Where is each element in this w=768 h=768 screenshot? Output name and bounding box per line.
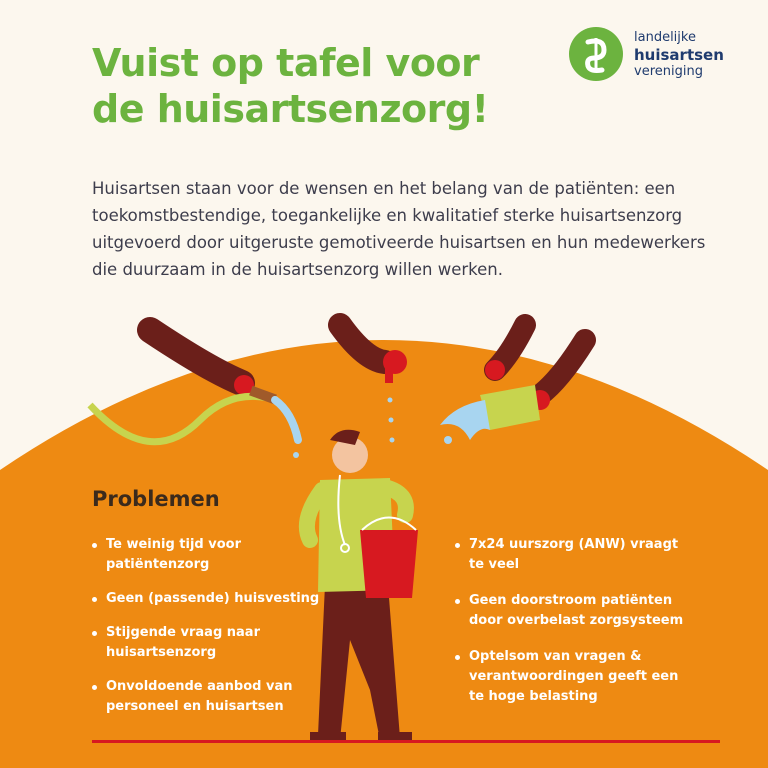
title-line-2: de huisartsenzorg! [92,87,489,131]
logo-line-2: huisartsen [634,46,724,64]
logo-line-1: landelijke [634,30,696,45]
list-item: 7x24 uurszorg (ANW) vraagt te veel [455,535,695,575]
list-item: Onvoldoende aanbod van personeel en huisartsen [92,677,322,717]
list-item: Geen doorstroom patiënten door overbelast zorgsysteem [455,591,695,631]
problems-heading: Problemen [92,487,220,511]
list-item: Geen (passende) huisvesting [92,589,322,609]
problems-list-left [92,535,322,731]
page-title [92,40,488,132]
intro-paragraph: Huisartsen staan voor de wensen en het belang van de patiënten: een toekomstbestendige, toegankelijke en kwalitatief sterke huisartsenzorg uitgevoerd door uitgeruste gemotiveerde huisartsen en hun medewerkers die duurzaam in de huisartsenzorg willen werken. [92,179,706,279]
logo-line-3: vereniging [634,64,703,79]
list-item: Stijgende vraag naar huisartsenzorg [92,623,322,663]
list-item: Optelsom van vragen & verantwoordingen geeft een te hoge belasting [455,647,695,707]
problems-list-right [455,535,695,723]
list-item: Te weinig tijd voor patiëntenzorg [92,535,322,575]
logo-mark-icon [568,26,624,82]
lhv-logo [568,26,758,86]
title-line-1: Vuist op tafel voor [92,41,480,85]
logo-wordmark [634,30,724,80]
floor-line [92,740,720,743]
